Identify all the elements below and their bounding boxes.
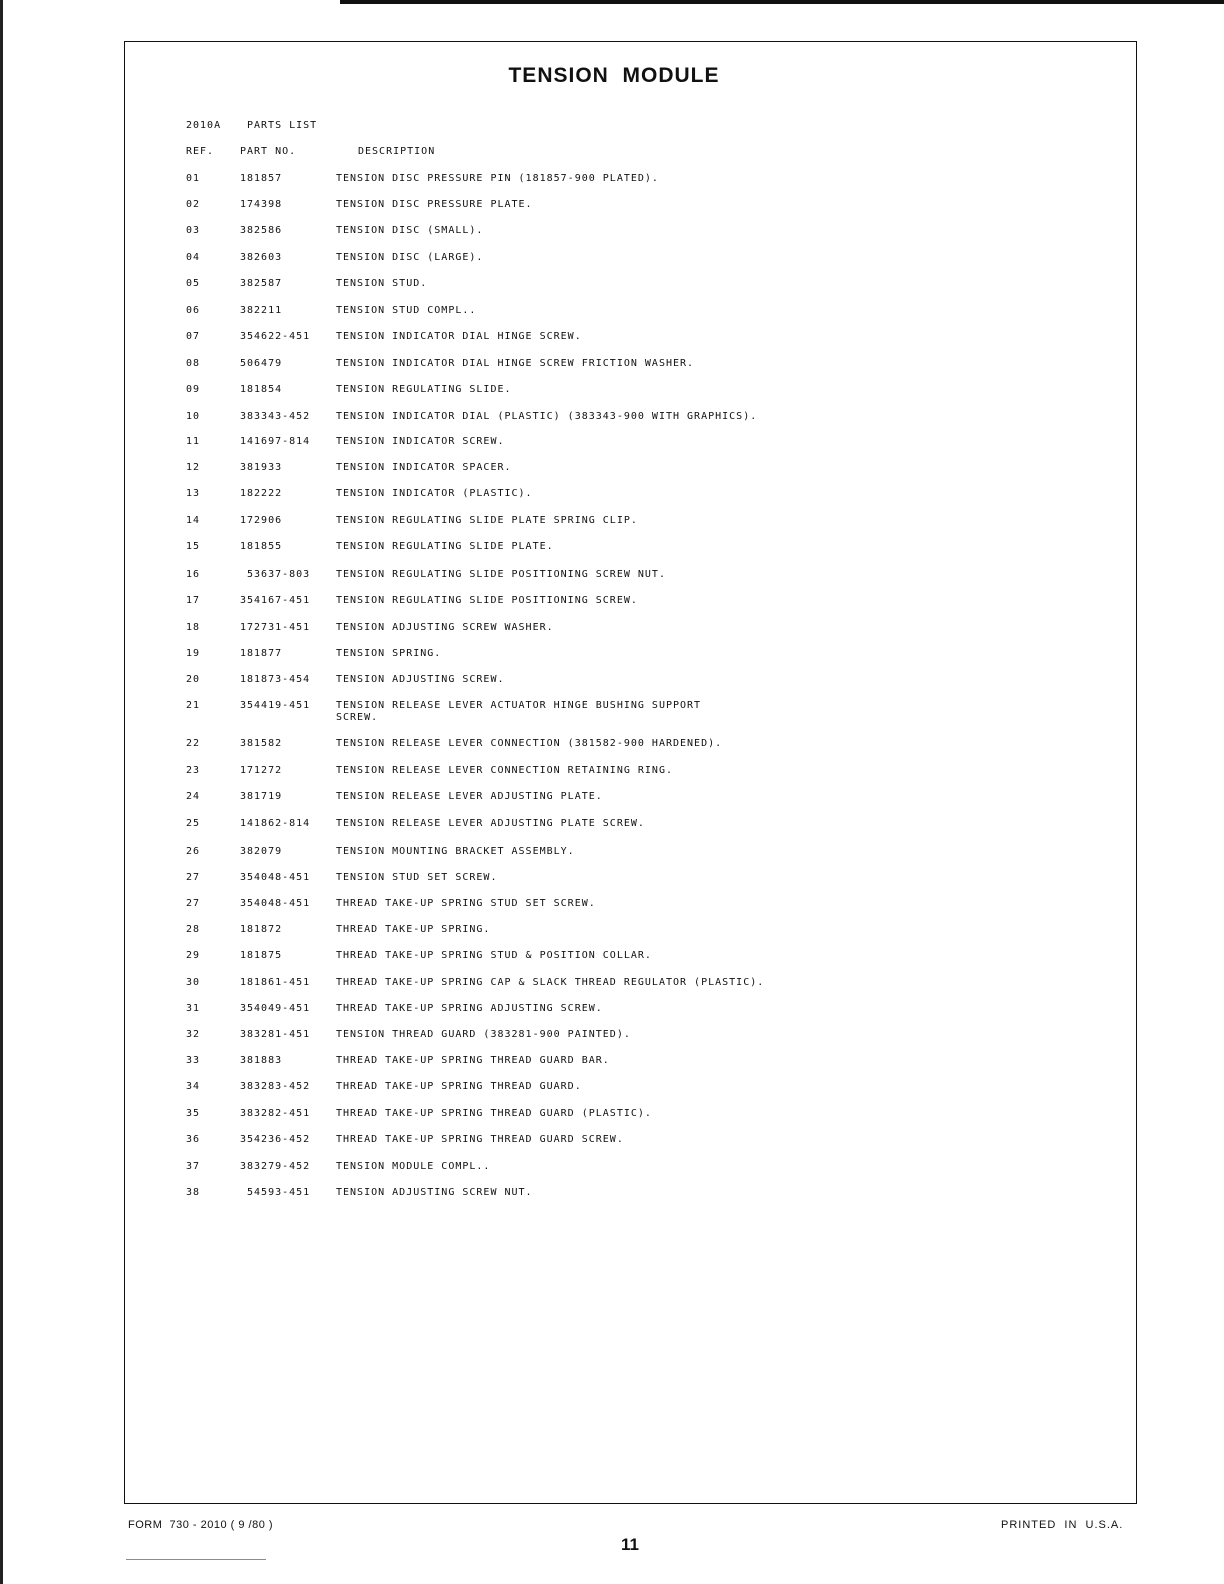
part-number-cell: 182222 bbox=[240, 488, 283, 499]
part-number-cell: 171272 bbox=[240, 765, 283, 776]
part-number-cell: 354048-451 bbox=[240, 872, 311, 883]
column-header-description: DESCRIPTION bbox=[358, 146, 436, 157]
ref-cell: 27 bbox=[186, 872, 201, 883]
ref-cell: 21 bbox=[186, 700, 201, 711]
ref-cell: 29 bbox=[186, 950, 201, 961]
part-number-cell: 181877 bbox=[240, 648, 283, 659]
part-number-cell: 141862-814 bbox=[240, 818, 311, 829]
part-number-cell: 354236-452 bbox=[240, 1134, 311, 1145]
description-cell: TENSION THREAD GUARD (383281-900 PAINTED). bbox=[336, 1029, 631, 1040]
ref-cell: 20 bbox=[186, 674, 201, 685]
ref-cell: 15 bbox=[186, 541, 201, 552]
description-cell: TENSION MODULE COMPL.. bbox=[336, 1161, 491, 1172]
ref-cell: 08 bbox=[186, 358, 201, 369]
part-number-cell: 181861-451 bbox=[240, 977, 311, 988]
part-number-cell: 181875 bbox=[240, 950, 283, 961]
part-number-cell: 381582 bbox=[240, 738, 283, 749]
printed-in-label: PRINTED IN U.S.A. bbox=[1001, 1519, 1124, 1531]
description-cell: THREAD TAKE-UP SPRING STUD SET SCREW. bbox=[336, 898, 596, 909]
part-number-cell: 181873-454 bbox=[240, 674, 311, 685]
part-number-cell: 382079 bbox=[240, 846, 283, 857]
description-cell: TENSION DISC PRESSURE PIN (181857-900 PLATED). bbox=[336, 173, 659, 184]
description-cell: TENSION STUD. bbox=[336, 278, 428, 289]
part-number-cell: 172906 bbox=[240, 515, 283, 526]
column-header-part-no: PART NO. bbox=[240, 146, 297, 157]
page-left-edge-rule bbox=[0, 0, 3, 1584]
ref-cell: 32 bbox=[186, 1029, 201, 1040]
description-cell: THREAD TAKE-UP SPRING CAP & SLACK THREAD REGULATOR (PLASTIC). bbox=[336, 977, 765, 988]
ref-cell: 26 bbox=[186, 846, 201, 857]
description-cell: THREAD TAKE-UP SPRING THREAD GUARD SCREW. bbox=[336, 1134, 624, 1145]
description-cell: TENSION REGULATING SLIDE PLATE SPRING CLIP. bbox=[336, 515, 638, 526]
part-number-cell: 181857 bbox=[240, 173, 283, 184]
part-number-cell: 383281-451 bbox=[240, 1029, 311, 1040]
column-header-ref: REF. bbox=[186, 146, 215, 157]
description-cell: THREAD TAKE-UP SPRING. bbox=[336, 924, 491, 935]
description-cell: THREAD TAKE-UP SPRING STUD & POSITION COLLAR. bbox=[336, 950, 652, 961]
description-cell: TENSION INDICATOR (PLASTIC). bbox=[336, 488, 533, 499]
part-number-cell: 383279-452 bbox=[240, 1161, 311, 1172]
ref-cell: 05 bbox=[186, 278, 201, 289]
part-number-cell: 381719 bbox=[240, 791, 283, 802]
ref-cell: 01 bbox=[186, 173, 201, 184]
ref-cell: 33 bbox=[186, 1055, 201, 1066]
description-cell: TENSION INDICATOR SPACER. bbox=[336, 462, 512, 473]
part-number-cell: 382211 bbox=[240, 305, 283, 316]
page-number: 11 bbox=[621, 1535, 639, 1554]
part-number-cell: 506479 bbox=[240, 358, 283, 369]
description-cell: TENSION RELEASE LEVER ADJUSTING PLATE SCREW. bbox=[336, 818, 645, 829]
description-cell: TENSION REGULATING SLIDE POSITIONING SCREW. bbox=[336, 595, 638, 606]
description-cell: TENSION INDICATOR DIAL HINGE SCREW. bbox=[336, 331, 582, 342]
ref-cell: 09 bbox=[186, 384, 201, 395]
part-number-cell: 383343-452 bbox=[240, 411, 311, 422]
ref-cell: 18 bbox=[186, 622, 201, 633]
ref-cell: 07 bbox=[186, 331, 201, 342]
description-cell: TENSION ADJUSTING SCREW NUT. bbox=[336, 1187, 533, 1198]
ref-cell: 06 bbox=[186, 305, 201, 316]
ref-cell: 30 bbox=[186, 977, 201, 988]
ref-cell: 19 bbox=[186, 648, 201, 659]
part-number-cell: 382603 bbox=[240, 252, 283, 263]
description-cell: TENSION DISC PRESSURE PLATE. bbox=[336, 199, 533, 210]
description-cell: THREAD TAKE-UP SPRING THREAD GUARD. bbox=[336, 1081, 582, 1092]
ref-cell: 28 bbox=[186, 924, 201, 935]
ref-cell: 03 bbox=[186, 225, 201, 236]
part-number-cell: 354049-451 bbox=[240, 1003, 311, 1014]
description-cell: TENSION REGULATING SLIDE PLATE. bbox=[336, 541, 554, 552]
description-cell: TENSION STUD COMPL.. bbox=[336, 305, 477, 316]
part-number-cell: 141697-814 bbox=[240, 436, 311, 447]
description-cell: TENSION RELEASE LEVER CONNECTION (381582-900 HARDENED). bbox=[336, 738, 723, 749]
model-label: 2010A bbox=[186, 120, 222, 131]
ref-cell: 14 bbox=[186, 515, 201, 526]
part-number-cell: 354419-451 bbox=[240, 700, 311, 711]
part-number-cell: 383283-452 bbox=[240, 1081, 311, 1092]
part-number-cell: 54593-451 bbox=[240, 1187, 311, 1198]
ref-cell: 36 bbox=[186, 1134, 201, 1145]
part-number-cell: 354048-451 bbox=[240, 898, 311, 909]
ref-cell: 27 bbox=[186, 898, 201, 909]
part-number-cell: 174398 bbox=[240, 199, 283, 210]
ref-cell: 02 bbox=[186, 199, 201, 210]
ref-cell: 11 bbox=[186, 436, 201, 447]
description-cell: TENSION INDICATOR SCREW. bbox=[336, 436, 505, 447]
ref-cell: 23 bbox=[186, 765, 201, 776]
ref-cell: 22 bbox=[186, 738, 201, 749]
ref-cell: 24 bbox=[186, 791, 201, 802]
description-cell: TENSION MOUNTING BRACKET ASSEMBLY. bbox=[336, 846, 575, 857]
part-number-cell: 181854 bbox=[240, 384, 283, 395]
ref-cell: 31 bbox=[186, 1003, 201, 1014]
ref-cell: 34 bbox=[186, 1081, 201, 1092]
description-cell: TENSION REGULATING SLIDE. bbox=[336, 384, 512, 395]
description-cell: TENSION SPRING. bbox=[336, 648, 442, 659]
part-number-cell: 381933 bbox=[240, 462, 283, 473]
description-cell: TENSION INDICATOR DIAL (PLASTIC) (383343-900 WITH GRAPHICS). bbox=[336, 411, 758, 422]
description-cell: TENSION RELEASE LEVER CONNECTION RETAINING RING. bbox=[336, 765, 673, 776]
description-cell: TENSION ADJUSTING SCREW WASHER. bbox=[336, 622, 554, 633]
ref-cell: 35 bbox=[186, 1108, 201, 1119]
page-top-edge-rule bbox=[340, 0, 1224, 4]
description-cell: TENSION INDICATOR DIAL HINGE SCREW FRICTION WASHER. bbox=[336, 358, 695, 369]
part-number-cell: 381883 bbox=[240, 1055, 283, 1066]
parts-list-label: PARTS LIST bbox=[247, 120, 318, 131]
ref-cell: 17 bbox=[186, 595, 201, 606]
page-title: TENSION MODULE bbox=[508, 64, 720, 87]
ref-cell: 10 bbox=[186, 411, 201, 422]
ref-cell: 04 bbox=[186, 252, 201, 263]
part-number-cell: 382586 bbox=[240, 225, 283, 236]
part-number-cell: 354167-451 bbox=[240, 595, 311, 606]
description-cell: TENSION STUD SET SCREW. bbox=[336, 872, 498, 883]
description-cell: TENSION REGULATING SLIDE POSITIONING SCREW NUT. bbox=[336, 569, 666, 580]
description-cell: THREAD TAKE-UP SPRING THREAD GUARD BAR. bbox=[336, 1055, 610, 1066]
ref-cell: 38 bbox=[186, 1187, 201, 1198]
part-number-cell: 354622-451 bbox=[240, 331, 311, 342]
description-cell: THREAD TAKE-UP SPRING ADJUSTING SCREW. bbox=[336, 1003, 603, 1014]
description-cell: TENSION RELEASE LEVER ACTUATOR HINGE BUSHING SUPPORT SCREW. bbox=[336, 700, 702, 723]
ref-cell: 25 bbox=[186, 818, 201, 829]
description-cell: TENSION DISC (SMALL). bbox=[336, 225, 484, 236]
part-number-cell: 181872 bbox=[240, 924, 283, 935]
ref-cell: 16 bbox=[186, 569, 201, 580]
ref-cell: 12 bbox=[186, 462, 201, 473]
bottom-link-underline bbox=[126, 1559, 266, 1560]
ref-cell: 37 bbox=[186, 1161, 201, 1172]
ref-cell: 13 bbox=[186, 488, 201, 499]
part-number-cell: 53637-803 bbox=[240, 569, 311, 580]
part-number-cell: 181855 bbox=[240, 541, 283, 552]
description-cell: TENSION RELEASE LEVER ADJUSTING PLATE. bbox=[336, 791, 603, 802]
description-cell: THREAD TAKE-UP SPRING THREAD GUARD (PLASTIC). bbox=[336, 1108, 652, 1119]
form-number: FORM 730 - 2010 ( 9 /80 ) bbox=[128, 1519, 274, 1531]
description-cell: TENSION DISC (LARGE). bbox=[336, 252, 484, 263]
part-number-cell: 383282-451 bbox=[240, 1108, 311, 1119]
description-cell: TENSION ADJUSTING SCREW. bbox=[336, 674, 505, 685]
part-number-cell: 382587 bbox=[240, 278, 283, 289]
part-number-cell: 172731-451 bbox=[240, 622, 311, 633]
